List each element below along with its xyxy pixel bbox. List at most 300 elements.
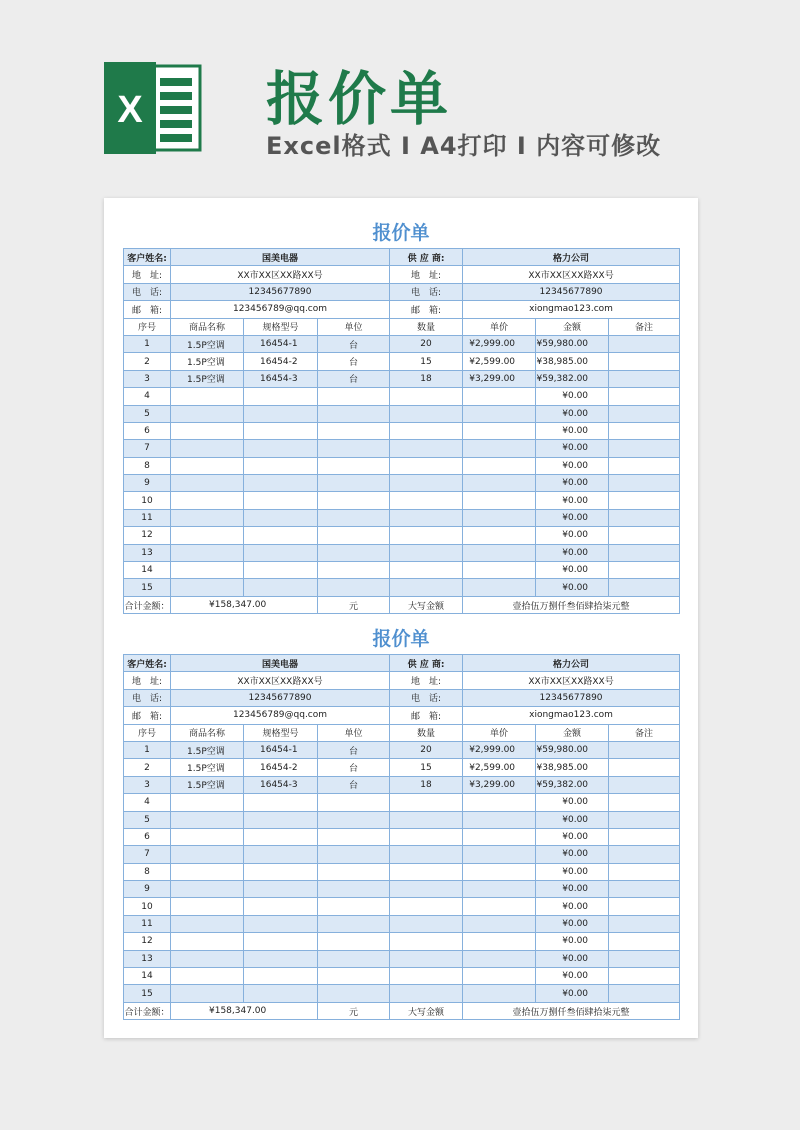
cell-qty[interactable]: 18	[390, 776, 463, 793]
cell-model[interactable]	[244, 898, 318, 915]
cell-qty[interactable]: 20	[390, 741, 463, 758]
column-header: 单价	[463, 724, 536, 741]
cell-price[interactable]	[463, 863, 536, 880]
cell-note[interactable]	[609, 544, 680, 561]
cell-price[interactable]	[463, 422, 536, 439]
supplier-value[interactable]: 格力公司	[463, 249, 680, 266]
cell-price[interactable]	[463, 492, 536, 509]
cell-price[interactable]: ¥3,299.00	[463, 370, 536, 387]
cell-name[interactable]	[171, 405, 244, 422]
table-row	[124, 794, 680, 811]
cell-unit[interactable]	[318, 811, 390, 828]
cell-model[interactable]	[244, 405, 318, 422]
cell-amount[interactable]: ¥0.00	[536, 985, 609, 1002]
column-header: 序号	[124, 318, 171, 335]
cell-unit[interactable]	[318, 492, 390, 509]
info-label: 电 话:	[390, 689, 463, 706]
table-row	[124, 544, 680, 561]
cell-no: 11	[124, 509, 171, 526]
cell-qty[interactable]	[390, 881, 463, 898]
table-row	[124, 370, 680, 387]
column-header: 商品名称	[171, 724, 244, 741]
cell-model[interactable]	[244, 527, 318, 544]
cell-amount[interactable]: ¥0.00	[536, 509, 609, 526]
cell-price[interactable]	[463, 509, 536, 526]
info-left-value[interactable]: XX市XX区XX路XX号	[171, 672, 390, 689]
cell-price[interactable]	[463, 579, 536, 596]
cell-no: 13	[124, 950, 171, 967]
cell-no: 14	[124, 562, 171, 579]
cell-model[interactable]	[244, 492, 318, 509]
cell-amount[interactable]: ¥59,980.00	[536, 335, 609, 352]
cell-price[interactable]: ¥3,299.00	[463, 776, 536, 793]
quote-form-1	[123, 218, 679, 614]
customer-value[interactable]: 国美电器	[171, 249, 390, 266]
cell-note[interactable]	[609, 863, 680, 880]
cell-note[interactable]	[609, 950, 680, 967]
cell-unit[interactable]	[318, 544, 390, 561]
cell-price[interactable]	[463, 846, 536, 863]
info-label: 地 址:	[390, 266, 463, 283]
cell-amount[interactable]: ¥0.00	[536, 388, 609, 405]
cell-model[interactable]	[244, 457, 318, 474]
cell-amount[interactable]: ¥0.00	[536, 562, 609, 579]
cell-price[interactable]	[463, 968, 536, 985]
total-row	[124, 596, 680, 613]
cell-note[interactable]	[609, 492, 680, 509]
cell-name[interactable]	[171, 881, 244, 898]
cell-no: 5	[124, 405, 171, 422]
info-right-value[interactable]: 12345677890	[463, 689, 680, 706]
cell-note[interactable]	[609, 405, 680, 422]
cell-model[interactable]	[244, 509, 318, 526]
cell-price[interactable]	[463, 562, 536, 579]
info-row	[124, 301, 680, 318]
supplier-value[interactable]: 格力公司	[463, 655, 680, 672]
cell-no: 8	[124, 863, 171, 880]
cell-note[interactable]	[609, 509, 680, 526]
cell-amount[interactable]: ¥0.00	[536, 950, 609, 967]
cell-model[interactable]	[244, 985, 318, 1002]
table-row	[124, 985, 680, 1002]
cell-price[interactable]	[463, 950, 536, 967]
cell-name[interactable]	[171, 422, 244, 439]
cell-amount[interactable]: ¥0.00	[536, 811, 609, 828]
cell-unit[interactable]	[318, 794, 390, 811]
cell-unit[interactable]	[318, 422, 390, 439]
cell-unit[interactable]	[318, 950, 390, 967]
cell-name[interactable]	[171, 985, 244, 1002]
cell-no: 10	[124, 898, 171, 915]
cell-name[interactable]	[171, 828, 244, 845]
excel-logo-icon	[102, 60, 202, 156]
table-row	[124, 828, 680, 845]
cell-amount[interactable]: ¥59,382.00	[536, 370, 609, 387]
cell-qty[interactable]	[390, 898, 463, 915]
cell-price[interactable]	[463, 933, 536, 950]
supplier-label: 供 应 商:	[390, 655, 463, 672]
cell-note[interactable]	[609, 527, 680, 544]
cell-qty[interactable]	[390, 950, 463, 967]
cell-price[interactable]: ¥2,599.00	[463, 353, 536, 370]
cell-model[interactable]	[244, 440, 318, 457]
cell-name[interactable]	[171, 933, 244, 950]
info-row	[124, 266, 680, 283]
cell-unit[interactable]	[318, 933, 390, 950]
info-right-value[interactable]: xiongmao123.com	[463, 301, 680, 318]
cell-qty[interactable]	[390, 509, 463, 526]
cell-unit[interactable]: 台	[318, 335, 390, 352]
cell-name[interactable]	[171, 544, 244, 561]
cell-qty[interactable]	[390, 422, 463, 439]
table-row	[124, 811, 680, 828]
cell-qty[interactable]	[390, 405, 463, 422]
cell-no: 5	[124, 811, 171, 828]
info-left-value[interactable]: 12345677890	[171, 283, 390, 300]
cell-no: 9	[124, 881, 171, 898]
cell-name[interactable]	[171, 440, 244, 457]
cell-name[interactable]	[171, 863, 244, 880]
cell-qty[interactable]: 15	[390, 759, 463, 776]
cell-note[interactable]	[609, 440, 680, 457]
cell-no: 2	[124, 353, 171, 370]
table-row	[124, 405, 680, 422]
quote-table	[123, 654, 680, 1020]
cell-price[interactable]	[463, 881, 536, 898]
cell-model[interactable]	[244, 881, 318, 898]
cell-amount[interactable]: ¥0.00	[536, 579, 609, 596]
cell-unit[interactable]	[318, 457, 390, 474]
cell-price[interactable]	[463, 440, 536, 457]
info-left-value[interactable]: 123456789@qq.com	[171, 301, 390, 318]
cell-note[interactable]	[609, 759, 680, 776]
cell-qty[interactable]	[390, 828, 463, 845]
cell-unit[interactable]	[318, 863, 390, 880]
cell-model[interactable]	[244, 562, 318, 579]
cell-model[interactable]	[244, 794, 318, 811]
cell-name[interactable]	[171, 527, 244, 544]
quote-form-2	[123, 624, 679, 1020]
cell-qty[interactable]	[390, 968, 463, 985]
info-left-value[interactable]: 123456789@qq.com	[171, 707, 390, 724]
cell-name[interactable]: 1.5P空调	[171, 335, 244, 352]
cell-note[interactable]	[609, 828, 680, 845]
cell-note[interactable]	[609, 475, 680, 492]
cell-note[interactable]	[609, 388, 680, 405]
customer-value[interactable]: 国美电器	[171, 655, 390, 672]
table-row	[124, 759, 680, 776]
cell-unit[interactable]: 台	[318, 759, 390, 776]
cell-name[interactable]: 1.5P空调	[171, 353, 244, 370]
cell-name[interactable]	[171, 457, 244, 474]
cell-qty[interactable]	[390, 811, 463, 828]
info-label: 地 址:	[390, 672, 463, 689]
cell-amount[interactable]: ¥0.00	[536, 881, 609, 898]
cell-price[interactable]	[463, 828, 536, 845]
info-right-value[interactable]: XX市XX区XX路XX号	[463, 672, 680, 689]
cell-amount[interactable]: ¥0.00	[536, 475, 609, 492]
cell-no: 15	[124, 985, 171, 1002]
cell-amount[interactable]: ¥0.00	[536, 828, 609, 845]
cell-no: 7	[124, 440, 171, 457]
cell-model[interactable]	[244, 863, 318, 880]
cell-amount[interactable]: ¥0.00	[536, 794, 609, 811]
cell-model[interactable]: 16454-2	[244, 759, 318, 776]
cell-model[interactable]	[244, 422, 318, 439]
quote-table	[123, 248, 680, 614]
cell-model[interactable]: 16454-1	[244, 335, 318, 352]
cell-price[interactable]: ¥2,599.00	[463, 759, 536, 776]
cell-amount[interactable]: ¥0.00	[536, 968, 609, 985]
cell-unit[interactable]	[318, 440, 390, 457]
cell-amount[interactable]: ¥0.00	[536, 933, 609, 950]
cell-model[interactable]	[244, 950, 318, 967]
cell-amount[interactable]: ¥0.00	[536, 440, 609, 457]
cell-amount[interactable]: ¥0.00	[536, 527, 609, 544]
cell-no: 1	[124, 741, 171, 758]
total-value: ¥158,347.00	[171, 1002, 318, 1019]
cell-price[interactable]: ¥2,999.00	[463, 335, 536, 352]
a4-sheet	[104, 198, 698, 1038]
cell-price[interactable]	[463, 915, 536, 932]
cell-note[interactable]	[609, 562, 680, 579]
cell-price[interactable]	[463, 388, 536, 405]
cell-price[interactable]	[463, 475, 536, 492]
cell-name[interactable]: 1.5P空调	[171, 759, 244, 776]
table-row	[124, 562, 680, 579]
info-label: 邮 箱:	[390, 707, 463, 724]
cell-amount[interactable]: ¥0.00	[536, 898, 609, 915]
cell-note[interactable]	[609, 794, 680, 811]
cell-unit[interactable]	[318, 915, 390, 932]
cell-model[interactable]	[244, 968, 318, 985]
cell-unit[interactable]: 台	[318, 370, 390, 387]
cell-amount[interactable]: ¥0.00	[536, 846, 609, 863]
banner-subtitle: Excel格式 I A4打印 I 内容可修改	[266, 132, 662, 160]
cell-unit[interactable]	[318, 846, 390, 863]
cell-qty[interactable]: 18	[390, 370, 463, 387]
cell-qty[interactable]	[390, 933, 463, 950]
cell-name[interactable]	[171, 811, 244, 828]
cell-no: 6	[124, 828, 171, 845]
cell-name[interactable]	[171, 509, 244, 526]
cell-model[interactable]	[244, 475, 318, 492]
cell-model[interactable]: 16454-1	[244, 741, 318, 758]
cell-price[interactable]	[463, 811, 536, 828]
info-left-value[interactable]: 12345677890	[171, 689, 390, 706]
cell-qty[interactable]	[390, 794, 463, 811]
cell-amount[interactable]: ¥0.00	[536, 492, 609, 509]
cell-name[interactable]	[171, 475, 244, 492]
cell-no: 12	[124, 933, 171, 950]
cell-note[interactable]	[609, 881, 680, 898]
logo-letter: X	[117, 89, 143, 131]
info-right-value[interactable]: 12345677890	[463, 283, 680, 300]
cell-price[interactable]	[463, 457, 536, 474]
cell-unit[interactable]	[318, 509, 390, 526]
cell-no: 3	[124, 370, 171, 387]
info-right-value[interactable]: xiongmao123.com	[463, 707, 680, 724]
cell-model[interactable]: 16454-2	[244, 353, 318, 370]
cell-amount[interactable]: ¥0.00	[536, 457, 609, 474]
cell-price[interactable]	[463, 985, 536, 1002]
cell-qty[interactable]	[390, 915, 463, 932]
cell-amount[interactable]: ¥38,985.00	[536, 759, 609, 776]
table-row	[124, 915, 680, 932]
cell-no: 12	[124, 527, 171, 544]
cell-amount[interactable]: ¥38,985.00	[536, 353, 609, 370]
cell-model[interactable]	[244, 811, 318, 828]
table-row	[124, 881, 680, 898]
cell-price[interactable]	[463, 544, 536, 561]
cell-unit[interactable]	[318, 475, 390, 492]
cell-name[interactable]	[171, 915, 244, 932]
cell-qty[interactable]	[390, 440, 463, 457]
cell-qty[interactable]	[390, 579, 463, 596]
cell-model[interactable]	[244, 846, 318, 863]
cell-unit[interactable]: 台	[318, 353, 390, 370]
cell-name[interactable]	[171, 388, 244, 405]
cell-unit[interactable]	[318, 388, 390, 405]
cell-model[interactable]: 16454-3	[244, 370, 318, 387]
column-header-row	[124, 724, 680, 741]
customer-row	[124, 249, 680, 266]
cell-unit[interactable]: 台	[318, 741, 390, 758]
table-row	[124, 776, 680, 793]
column-header: 商品名称	[171, 318, 244, 335]
cell-no: 11	[124, 915, 171, 932]
cell-amount[interactable]: ¥0.00	[536, 405, 609, 422]
cell-qty[interactable]	[390, 475, 463, 492]
info-left-value[interactable]: XX市XX区XX路XX号	[171, 266, 390, 283]
cell-amount[interactable]: ¥0.00	[536, 544, 609, 561]
cell-note[interactable]	[609, 898, 680, 915]
cell-unit[interactable]: 台	[318, 776, 390, 793]
info-label: 地 址:	[124, 266, 171, 283]
cell-model[interactable]	[244, 915, 318, 932]
cell-unit[interactable]	[318, 985, 390, 1002]
cell-amount[interactable]: ¥59,382.00	[536, 776, 609, 793]
total-row	[124, 1002, 680, 1019]
cell-price[interactable]: ¥2,999.00	[463, 741, 536, 758]
cell-note[interactable]	[609, 811, 680, 828]
cell-name[interactable]	[171, 968, 244, 985]
cell-no: 7	[124, 846, 171, 863]
cell-note[interactable]	[609, 985, 680, 1002]
cell-qty[interactable]: 15	[390, 353, 463, 370]
cell-note[interactable]	[609, 968, 680, 985]
cell-unit[interactable]	[318, 898, 390, 915]
cell-note[interactable]	[609, 846, 680, 863]
cell-unit[interactable]	[318, 579, 390, 596]
cell-note[interactable]	[609, 457, 680, 474]
cell-qty[interactable]	[390, 985, 463, 1002]
cell-amount[interactable]: ¥59,980.00	[536, 741, 609, 758]
capital-label: 大写金额	[390, 1002, 463, 1019]
cell-name[interactable]: 1.5P空调	[171, 776, 244, 793]
table-row	[124, 440, 680, 457]
column-header: 金额	[536, 724, 609, 741]
cell-unit[interactable]	[318, 527, 390, 544]
cell-qty[interactable]	[390, 527, 463, 544]
column-header: 备注	[609, 318, 680, 335]
cell-unit[interactable]	[318, 968, 390, 985]
cell-note[interactable]	[609, 741, 680, 758]
cell-no: 15	[124, 579, 171, 596]
cell-name[interactable]: 1.5P空调	[171, 741, 244, 758]
table-row	[124, 846, 680, 863]
info-right-value[interactable]: XX市XX区XX路XX号	[463, 266, 680, 283]
cell-model[interactable]	[244, 579, 318, 596]
cell-note[interactable]	[609, 335, 680, 352]
cell-qty[interactable]	[390, 492, 463, 509]
total-label: 合计金额：	[124, 596, 171, 613]
cell-name[interactable]	[171, 846, 244, 863]
cell-price[interactable]	[463, 898, 536, 915]
cell-unit[interactable]	[318, 562, 390, 579]
cell-unit[interactable]	[318, 828, 390, 845]
cell-name[interactable]	[171, 794, 244, 811]
cell-name[interactable]	[171, 579, 244, 596]
cell-price[interactable]	[463, 794, 536, 811]
cell-qty[interactable]	[390, 544, 463, 561]
column-header: 备注	[609, 724, 680, 741]
table-row	[124, 863, 680, 880]
table-row	[124, 388, 680, 405]
cell-note[interactable]	[609, 915, 680, 932]
cell-model[interactable]	[244, 828, 318, 845]
cell-name[interactable]	[171, 898, 244, 915]
cell-qty[interactable]	[390, 863, 463, 880]
column-header: 规格型号	[244, 724, 318, 741]
cell-qty[interactable]	[390, 388, 463, 405]
cell-no: 9	[124, 475, 171, 492]
cell-amount[interactable]: ¥0.00	[536, 422, 609, 439]
cell-no: 1	[124, 335, 171, 352]
cell-name[interactable]	[171, 492, 244, 509]
cell-price[interactable]	[463, 527, 536, 544]
cell-note[interactable]	[609, 579, 680, 596]
cell-unit[interactable]	[318, 881, 390, 898]
cell-no: 13	[124, 544, 171, 561]
cell-qty[interactable]	[390, 562, 463, 579]
cell-qty[interactable]	[390, 457, 463, 474]
info-label: 邮 箱:	[124, 301, 171, 318]
cell-note[interactable]	[609, 370, 680, 387]
cell-note[interactable]	[609, 422, 680, 439]
cell-note[interactable]	[609, 353, 680, 370]
cell-note[interactable]	[609, 933, 680, 950]
cell-model[interactable]	[244, 544, 318, 561]
cell-amount[interactable]: ¥0.00	[536, 863, 609, 880]
cell-unit[interactable]	[318, 405, 390, 422]
cell-qty[interactable]	[390, 846, 463, 863]
cell-note[interactable]	[609, 776, 680, 793]
info-row	[124, 283, 680, 300]
cell-price[interactable]	[463, 405, 536, 422]
cell-amount[interactable]: ¥0.00	[536, 915, 609, 932]
cell-model[interactable]	[244, 388, 318, 405]
cell-model[interactable]: 16454-3	[244, 776, 318, 793]
cell-qty[interactable]: 20	[390, 335, 463, 352]
cell-name[interactable]	[171, 562, 244, 579]
supplier-label: 供 应 商:	[390, 249, 463, 266]
cell-model[interactable]	[244, 933, 318, 950]
customer-row	[124, 655, 680, 672]
cell-no: 6	[124, 422, 171, 439]
cell-name[interactable]: 1.5P空调	[171, 370, 244, 387]
cell-name[interactable]	[171, 950, 244, 967]
